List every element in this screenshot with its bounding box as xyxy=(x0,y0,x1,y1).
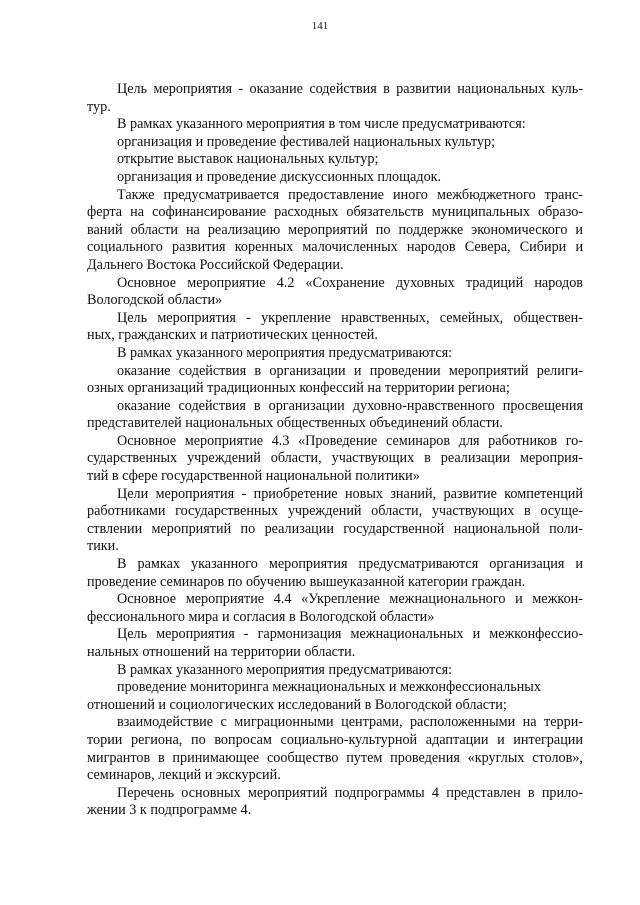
text-line: семинаров, лекций и экскурсий. xyxy=(87,767,281,784)
text-line: Дальнего Востока Российской Федерации. xyxy=(87,256,344,273)
text-line: В рамках указанного мероприятия предусматриваются: xyxy=(117,661,453,678)
text-line: работниками государственных учреждений области, участвующих в осуще- xyxy=(87,503,583,520)
text-line: проведение семинаров по обучению вышеуказанной категории граждан. xyxy=(87,573,526,590)
text-line: тории региона, по вопросам социально-культурной адаптации и интеграции xyxy=(87,731,583,748)
text-line: взаимодействие с миграционными центрами, расположенными на терри- xyxy=(117,714,584,731)
text-line: Вологодской области» xyxy=(87,292,223,309)
text-line: В рамках указанного мероприятия в том числе предусматриваются: xyxy=(117,116,526,133)
text-line: озных организаций традиционных конфессий на территории региона; xyxy=(87,380,510,397)
text-line: ваний области на реализацию мероприятий по поддержке экономического и xyxy=(87,221,583,238)
text-line: тий в сфере государственной национальной политики» xyxy=(87,468,420,485)
text-line: мигрантов в принимающее сообщество путем проведения «круглых столов», xyxy=(87,749,583,766)
text-line: В рамках указанного мероприятия предусматриваются организация и xyxy=(117,556,584,573)
text-line: проведение мониторинга межнациональных и межконфессиональных xyxy=(117,679,541,696)
text-line: ных, гражданских и патриотических ценностей. xyxy=(87,327,378,344)
text-line: Основное мероприятие 4.4 «Укрепление межнационального и межкон- xyxy=(117,591,583,608)
text-line: оказание содействия в организации духовно-нравственного просвещения xyxy=(117,397,583,414)
text-line: сударственных учреждений области, участвующих в реализации мероприя- xyxy=(87,450,584,467)
text-line: организация и проведение дискуссионных площадок. xyxy=(117,168,442,185)
text-line: открытие выставок национальных культур; xyxy=(117,151,379,168)
text-line: социального развития коренных малочисленных народов Севера, Сибири и xyxy=(87,239,584,256)
text-line: ствлении мероприятий по реализации государственной национальной поли- xyxy=(87,520,584,537)
text-line: Цель мероприятия - укрепление нравственных, семейных, обществен- xyxy=(117,309,583,326)
text-line: тики. xyxy=(87,538,119,555)
text-line: оказание содействия в организации и проведении мероприятий религи- xyxy=(117,362,583,379)
text-line: жении 3 к подпрограмме 4. xyxy=(87,802,252,819)
text-line: фессионального мира и согласия в Вологодской области» xyxy=(87,608,435,625)
text-line: нальных отношений на территории области. xyxy=(87,644,356,660)
text-line: Цели мероприятия - приобретение новых знаний, развитие компетенций xyxy=(117,485,583,502)
text-line: представителей национальных общественных объединений области. xyxy=(87,415,503,432)
text-line: организация и проведение фестивалей национальных культур; xyxy=(117,133,496,150)
text-line: Основное мероприятие 4.3 «Проведение семинаров для работников го- xyxy=(117,432,583,449)
text-line: Цель мероприятия - гармонизация межнациональных и межконфессио- xyxy=(117,626,584,643)
text-line: Цель мероприятия - оказание содействия в развитии национальных куль- xyxy=(117,81,583,97)
text-line: ферта на софинансирование расходных обязательств муниципальных образо- xyxy=(87,204,584,221)
text-line: Основное мероприятие 4.2 «Сохранение духовных традиций народов xyxy=(117,274,583,291)
text-line: Также предусматривается предоставление иного межбюджетного транс- xyxy=(117,186,584,203)
text-line: В рамках указанного мероприятия предусматриваются: xyxy=(117,344,453,361)
text-line: Перечень основных мероприятий подпрограммы 4 представлен в прило- xyxy=(117,784,584,801)
page-number: 141 xyxy=(311,20,329,32)
text-line: тур. xyxy=(87,98,111,115)
document-body xyxy=(87,81,583,820)
text-line: отношений и социологических исследований в Вологодской области; xyxy=(87,696,507,713)
